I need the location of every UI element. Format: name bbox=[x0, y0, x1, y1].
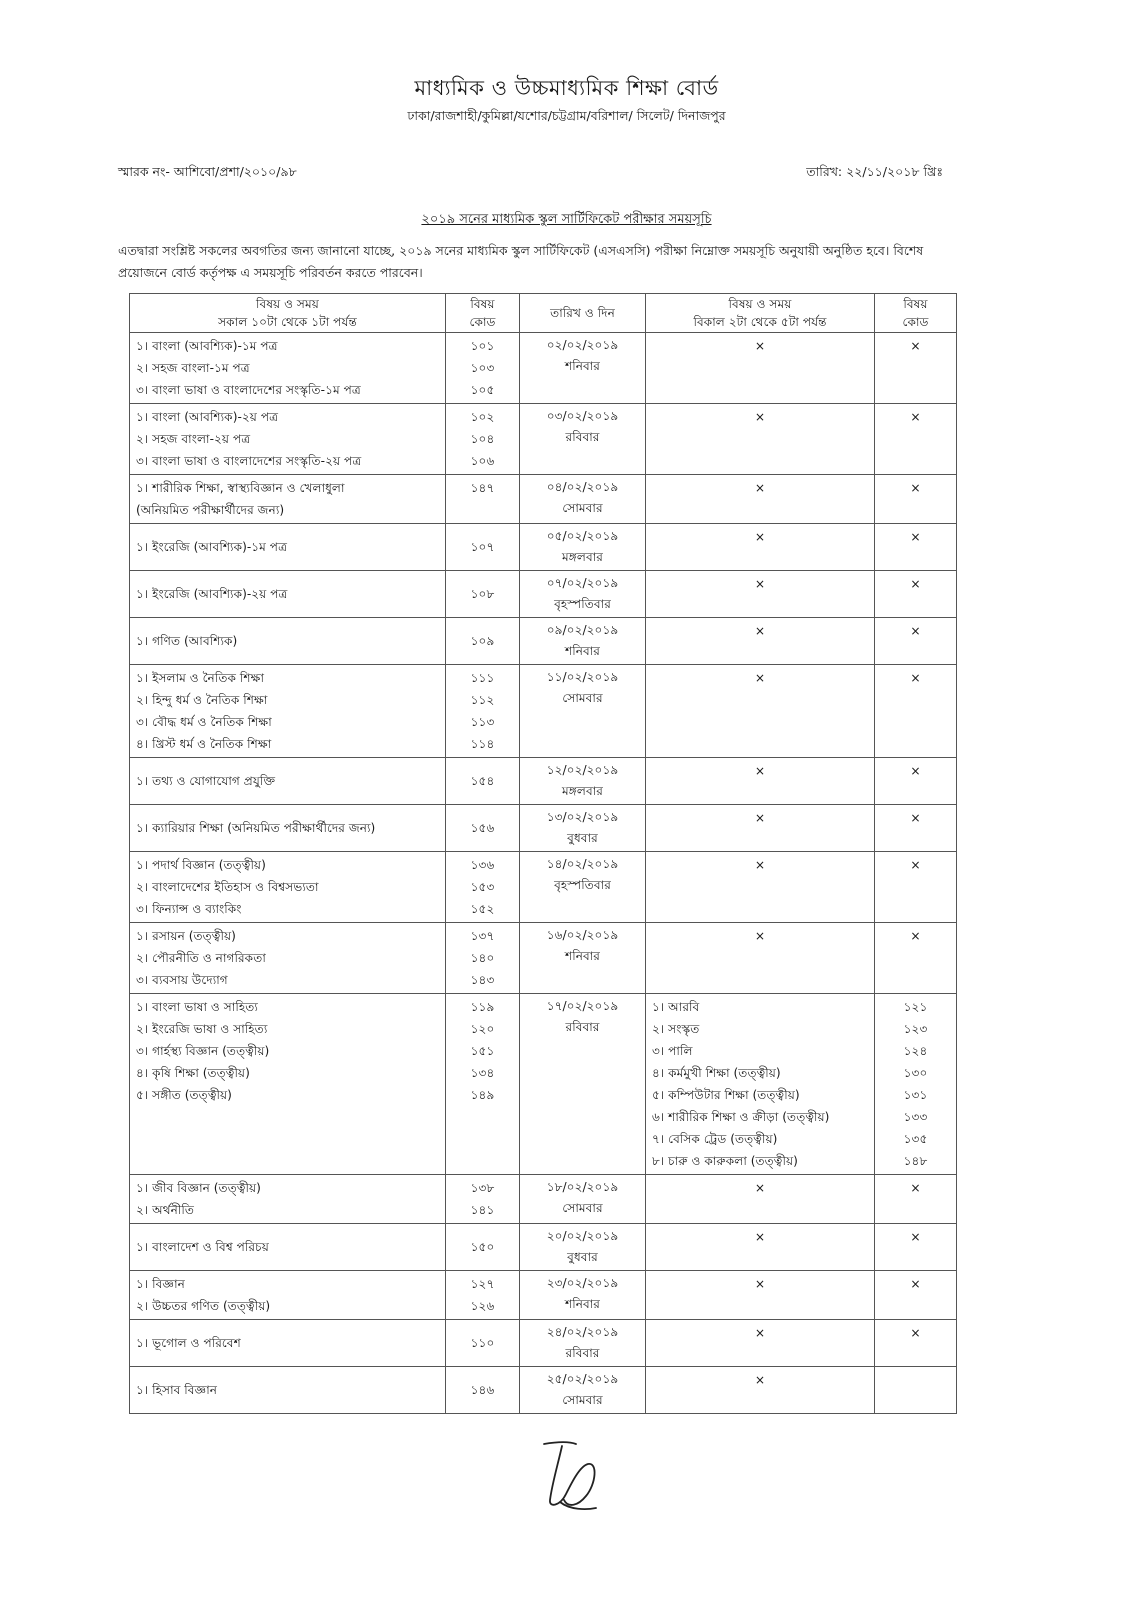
afternoon-subjects-cell bbox=[646, 994, 875, 1175]
exam-day: বুধবার bbox=[567, 1250, 598, 1264]
board-title: মাধ্যমিক ও উচ্চমাধ্যমিক শিক্ষা বোর্ড bbox=[414, 76, 719, 100]
exam-day: সোমবার bbox=[562, 1201, 603, 1215]
afternoon-subjects-cell bbox=[646, 1367, 875, 1414]
exam-day: রবিবার bbox=[565, 1346, 600, 1360]
table-row bbox=[130, 805, 957, 852]
exam-date-cell bbox=[520, 1271, 646, 1320]
afternoon-code-cell bbox=[875, 852, 957, 923]
header-afternoon bbox=[646, 294, 875, 333]
exam-date: ২৩/০২/২০১৯ bbox=[546, 1276, 619, 1290]
subject-code: ১৫০ bbox=[470, 1240, 495, 1254]
afternoon-code-cell bbox=[875, 333, 957, 404]
subject-code: ১৪১ bbox=[470, 1203, 495, 1217]
subject-name: ১। হিসাব বিজ্ঞান bbox=[136, 1383, 218, 1397]
subject-code-cell bbox=[446, 618, 520, 665]
subject-name: ৩। বাংলা ভাষা ও বাংলাদেশের সংস্কৃতি-২য় পত্র bbox=[136, 454, 362, 468]
subject-name: ৩। ব্যবসায় উদ্যোগ bbox=[136, 973, 228, 987]
exam-date: ০৭/০২/২০১৯ bbox=[546, 576, 619, 590]
exam-date: ১৭/০২/২০১৯ bbox=[546, 999, 619, 1013]
table-row bbox=[130, 333, 957, 404]
morning-subjects-cell bbox=[130, 852, 446, 923]
header-acode-line-2: কোড bbox=[902, 315, 929, 329]
not-applicable-mark: × bbox=[910, 671, 921, 685]
header-afternoon-time: বিকাল ২টা থেকে ৫টা পর্যন্ত bbox=[693, 315, 827, 329]
exam-date: ২০/০২/২০১৯ bbox=[546, 1229, 619, 1243]
morning-subjects-cell bbox=[130, 1320, 446, 1367]
exam-date-cell bbox=[520, 333, 646, 404]
subject-code: ১৩৬ bbox=[470, 858, 495, 872]
subject-name: ১। পদার্থ বিজ্ঞান (তত্ত্বীয়) bbox=[136, 858, 266, 872]
subject-name: ৩। ফিন্যান্স ও ব্যাংকিং bbox=[136, 902, 242, 916]
subject-code: ১১৪ bbox=[470, 737, 495, 751]
not-applicable-mark: × bbox=[754, 1181, 766, 1195]
not-applicable-mark: × bbox=[910, 764, 921, 778]
subject-code-cell bbox=[446, 665, 520, 758]
table-row bbox=[130, 404, 957, 475]
header-afternoon-code bbox=[875, 294, 957, 333]
subject-code: ১৫৬ bbox=[470, 821, 495, 835]
subject-name: ৪। খ্রিস্ট ধর্ম ও নৈতিক শিক্ষা bbox=[136, 737, 272, 751]
afternoon-subjects-cell bbox=[646, 1271, 875, 1320]
subject-code: ১০১ bbox=[470, 339, 495, 353]
afternoon-subjects-cell bbox=[646, 1320, 875, 1367]
exam-date: ০৯/০২/২০১৯ bbox=[546, 623, 619, 637]
table-row bbox=[130, 852, 957, 923]
afternoon-code-cell bbox=[875, 994, 957, 1175]
exam-day: সোমবার bbox=[562, 501, 603, 515]
subject-name: ১। তথ্য ও যোগাযোগ প্রযুক্তি bbox=[136, 774, 276, 788]
exam-date-cell bbox=[520, 618, 646, 665]
subject-code: ১২৬ bbox=[470, 1299, 495, 1313]
subject-name: ১। ইংরেজি (আবশ্যিক)-১ম পত্র bbox=[136, 540, 288, 554]
subject-code: ১৫৩ bbox=[470, 880, 495, 894]
exam-day: শনিবার bbox=[565, 359, 600, 373]
afternoon-code-cell bbox=[875, 805, 957, 852]
not-applicable-mark: × bbox=[910, 929, 921, 943]
not-applicable-mark: × bbox=[754, 410, 766, 424]
not-applicable-mark: × bbox=[910, 530, 921, 544]
not-applicable-mark: × bbox=[754, 1373, 766, 1387]
exam-day: বৃহস্পতিবার bbox=[554, 878, 611, 892]
subject-code: ১৪৩ bbox=[470, 973, 495, 987]
exam-date-cell bbox=[520, 994, 646, 1175]
subject-code-cell bbox=[446, 758, 520, 805]
subject-code-cell bbox=[446, 333, 520, 404]
exam-date-cell bbox=[520, 805, 646, 852]
subject-name: ৩। বাংলা ভাষা ও বাংলাদেশের সংস্কৃতি-১ম পত্র bbox=[136, 383, 361, 397]
subject-code: ১১৩ bbox=[470, 715, 495, 729]
exam-day: রবিবার bbox=[565, 430, 600, 444]
header-code-line-2: কোড bbox=[469, 315, 496, 329]
subject-code: ১৩৪ bbox=[470, 1066, 495, 1080]
afternoon-subjects-cell bbox=[646, 333, 875, 404]
subject-code: ১০৪ bbox=[470, 432, 495, 446]
afternoon-subjects-cell bbox=[646, 758, 875, 805]
subject-name: ২। অর্থনীতি bbox=[136, 1203, 194, 1217]
subject-code: ১০৩ bbox=[470, 361, 495, 375]
subject-name: ২। সংস্কৃত bbox=[652, 1022, 700, 1036]
not-applicable-mark: × bbox=[754, 929, 766, 943]
not-applicable-mark: × bbox=[910, 858, 921, 872]
exam-date: ২৪/০২/২০১৯ bbox=[546, 1325, 619, 1339]
subject-name: ৩। বৌদ্ধ ধর্ম ও নৈতিক শিক্ষা bbox=[136, 715, 272, 729]
afternoon-code-cell bbox=[875, 524, 957, 571]
subject-name: ৫। সঙ্গীত (তত্ত্বীয়) bbox=[136, 1088, 232, 1102]
exam-date: ১৮/০২/২০১৯ bbox=[546, 1180, 619, 1194]
subject-name: ১। বিজ্ঞান bbox=[136, 1277, 185, 1291]
not-applicable-mark: × bbox=[910, 1277, 921, 1291]
exam-date-cell bbox=[520, 665, 646, 758]
subject-code: ১২৪ bbox=[903, 1044, 928, 1058]
morning-subjects-cell bbox=[130, 805, 446, 852]
table-row bbox=[130, 571, 957, 618]
morning-subjects-cell bbox=[130, 994, 446, 1175]
subject-name: ২। বাংলাদেশের ইতিহাস ও বিশ্বসভ্যতা bbox=[136, 880, 319, 894]
subject-code: ১৩১ bbox=[903, 1088, 928, 1102]
not-applicable-mark: × bbox=[754, 624, 766, 638]
not-applicable-mark: × bbox=[754, 1230, 766, 1244]
subject-name: ৩। গার্হস্থ্য বিজ্ঞান (তত্ত্বীয়) bbox=[136, 1044, 270, 1058]
subject-code-cell bbox=[446, 1367, 520, 1414]
exam-date: ২৫/০২/২০১৯ bbox=[546, 1372, 619, 1386]
subject-code: ১০৭ bbox=[470, 540, 495, 554]
header-date-day: তারিখ ও দিন bbox=[520, 294, 646, 333]
exam-date-cell bbox=[520, 1367, 646, 1414]
subject-name: ৬। শারীরিক শিক্ষা ও ক্রীড়া (তত্ত্বীয়) bbox=[652, 1110, 830, 1124]
afternoon-code-cell bbox=[875, 404, 957, 475]
board-cities: ঢাকা/রাজশাহী/কুমিল্লা/যশোর/চট্টগ্রাম/বরিশাল/ সিলেট/ দিনাজপুর bbox=[407, 108, 726, 123]
exam-day: মঙ্গলবার bbox=[562, 784, 603, 798]
exam-day: বৃহস্পতিবার bbox=[554, 597, 611, 611]
exam-date-cell bbox=[520, 923, 646, 994]
subject-code: ১১০ bbox=[470, 1336, 495, 1350]
exam-date-cell bbox=[520, 852, 646, 923]
subject-code: ১৫১ bbox=[470, 1044, 495, 1058]
subject-code: ১২০ bbox=[470, 1022, 495, 1036]
table-row bbox=[130, 618, 957, 665]
exam-date-cell bbox=[520, 758, 646, 805]
not-applicable-mark: × bbox=[910, 339, 921, 353]
subject-name: ১। শারীরিক শিক্ষা, স্বাস্থ্যবিজ্ঞান ও খেলাধুলা bbox=[136, 481, 345, 495]
afternoon-code-cell bbox=[875, 1224, 957, 1271]
morning-subjects-cell bbox=[130, 665, 446, 758]
subject-code: ১৫৪ bbox=[470, 774, 495, 788]
subject-code-cell bbox=[446, 404, 520, 475]
not-applicable-mark: × bbox=[910, 481, 921, 495]
subject-name: ২। হিন্দু ধর্ম ও নৈতিক শিক্ষা bbox=[136, 693, 268, 707]
exam-day: মঙ্গলবার bbox=[562, 550, 603, 564]
table-row bbox=[130, 1175, 957, 1224]
subject-code: ১০৮ bbox=[470, 587, 495, 601]
exam-date: ১৪/০২/২০১৯ bbox=[546, 857, 619, 871]
subject-code: ১৩৩ bbox=[903, 1110, 928, 1124]
table-header-row bbox=[130, 294, 957, 333]
exam-date-cell bbox=[520, 524, 646, 571]
morning-subjects-cell bbox=[130, 1367, 446, 1414]
afternoon-subjects-cell bbox=[646, 1175, 875, 1224]
subject-name: (অনিয়মিত পরীক্ষার্থীদের জন্য) bbox=[136, 503, 285, 517]
exam-date: ০২/০২/২০১৯ bbox=[546, 338, 619, 352]
signature bbox=[534, 1438, 604, 1512]
header-morning bbox=[130, 294, 446, 333]
subject-code: ১৪৮ bbox=[903, 1154, 928, 1168]
subject-name: ১। বাংলা (আবশ্যিক)-১ম পত্র bbox=[136, 339, 278, 353]
subject-code: ১১১ bbox=[470, 671, 495, 685]
subject-code-cell bbox=[446, 524, 520, 571]
subject-code-cell bbox=[446, 1271, 520, 1320]
subject-name: ৪। কর্মমুখী শিক্ষা (তত্ত্বীয়) bbox=[652, 1066, 781, 1080]
subject-name: ১। রসায়ন (তত্ত্বীয়) bbox=[136, 929, 236, 943]
not-applicable-mark: × bbox=[754, 1326, 766, 1340]
subject-name: ১। বাংলা ভাষা ও সাহিত্য bbox=[136, 1000, 258, 1014]
subject-name: ৮। চারু ও কারুকলা (তত্ত্বীয়) bbox=[652, 1154, 798, 1168]
morning-subjects-cell bbox=[130, 571, 446, 618]
morning-subjects-cell bbox=[130, 758, 446, 805]
not-applicable-mark: × bbox=[754, 811, 766, 825]
subject-code: ১১৯ bbox=[470, 1000, 495, 1014]
exam-schedule-table bbox=[129, 293, 957, 1414]
table-row bbox=[130, 1224, 957, 1271]
morning-subjects-cell bbox=[130, 404, 446, 475]
afternoon-subjects-cell bbox=[646, 1224, 875, 1271]
afternoon-code-cell bbox=[875, 475, 957, 524]
subject-code: ১২১ bbox=[903, 1000, 928, 1014]
header-acode-line-1: বিষয় bbox=[903, 297, 928, 311]
not-applicable-mark: × bbox=[754, 764, 766, 778]
afternoon-code-cell bbox=[875, 618, 957, 665]
table-row bbox=[130, 994, 957, 1175]
subject-name: ২। ইংরেজি ভাষা ও সাহিত্য bbox=[136, 1022, 268, 1036]
subject-name: ১। আরবি bbox=[652, 1000, 700, 1014]
table-row bbox=[130, 1320, 957, 1367]
subject-code: ১২৩ bbox=[903, 1022, 928, 1036]
subject-name: ১। গণিত (আবশ্যিক) bbox=[136, 634, 238, 648]
subject-code-cell bbox=[446, 994, 520, 1175]
subject-name: ২। উচ্চতর গণিত (তত্ত্বীয়) bbox=[136, 1299, 271, 1313]
subject-name: ১। ভূগোল ও পরিবেশ bbox=[136, 1336, 241, 1350]
header-afternoon-title: বিষয় ও সময় bbox=[728, 297, 792, 311]
exam-date: ১৩/০২/২০১৯ bbox=[546, 810, 619, 824]
afternoon-subjects-cell bbox=[646, 665, 875, 758]
exam-day: বুধবার bbox=[567, 831, 598, 845]
not-applicable-mark: × bbox=[754, 481, 766, 495]
table-body bbox=[130, 333, 957, 1414]
table-row bbox=[130, 475, 957, 524]
afternoon-code-cell bbox=[875, 923, 957, 994]
subject-name: ৩। পালি bbox=[652, 1044, 693, 1058]
exam-day: শনিবার bbox=[565, 644, 600, 658]
exam-day: শনিবার bbox=[565, 949, 600, 963]
exam-date: ১৬/০২/২০১৯ bbox=[546, 928, 619, 942]
subject-code: ১৩০ bbox=[903, 1066, 928, 1080]
subject-name: ১। বাংলা (আবশ্যিক)-২য় পত্র bbox=[136, 410, 279, 424]
subject-code-cell bbox=[446, 571, 520, 618]
morning-subjects-cell bbox=[130, 524, 446, 571]
subject-code: ১৩৮ bbox=[470, 1181, 495, 1195]
morning-subjects-cell bbox=[130, 333, 446, 404]
subject-name: ১। জীব বিজ্ঞান (তত্ত্বীয়) bbox=[136, 1181, 261, 1195]
subject-name: ৪। কৃষি শিক্ষা (তত্ত্বীয়) bbox=[136, 1066, 250, 1080]
afternoon-code-cell bbox=[875, 758, 957, 805]
notice-intro: এতদ্বারা সংশ্লিষ্ট সকলের অবগতির জন্য জানানো যাচ্ছে, ২০১৯ সনের মাধ্যমিক স্কুল সার্টিফিকেট (এসএসসি) পরীক্ষা নিম্নোক্ত সময়সূচি অনুযায়ী অনুষ্ঠিত হবে। বিশেষ প্রয়োজনে বোর্ড কর্তৃপক্ষ এ সময়সূচি পরিবর্তন করতে পারবেন। bbox=[118, 243, 924, 280]
exam-date-cell bbox=[520, 1175, 646, 1224]
afternoon-code-cell bbox=[875, 665, 957, 758]
exam-date-cell bbox=[520, 475, 646, 524]
exam-day: সোমবার bbox=[562, 1393, 603, 1407]
subject-code: ১৪০ bbox=[470, 951, 495, 965]
table-row bbox=[130, 923, 957, 994]
afternoon-code-cell bbox=[875, 571, 957, 618]
subject-name: ১। ক্যারিয়ার শিক্ষা (অনিয়মিত পরীক্ষার্থীদের জন্য) bbox=[136, 821, 376, 835]
subject-code: ১৪৯ bbox=[470, 1088, 495, 1102]
subject-code: ১২৭ bbox=[470, 1277, 495, 1291]
afternoon-code-cell bbox=[875, 1271, 957, 1320]
exam-date: ১১/০২/২০১৯ bbox=[546, 670, 619, 684]
not-applicable-mark: × bbox=[910, 1230, 921, 1244]
exam-day: রবিবার bbox=[565, 1020, 600, 1034]
subject-name: ১। বাংলাদেশ ও বিশ্ব পরিচয় bbox=[136, 1240, 269, 1254]
exam-date-cell bbox=[520, 1224, 646, 1271]
afternoon-subjects-cell bbox=[646, 571, 875, 618]
not-applicable-mark: × bbox=[910, 811, 921, 825]
subject-code: ১৫২ bbox=[470, 902, 495, 916]
subject-name: ৫। কম্পিউটার শিক্ষা (তত্ত্বীয়) bbox=[652, 1088, 800, 1102]
afternoon-subjects-cell bbox=[646, 923, 875, 994]
subject-code-cell bbox=[446, 805, 520, 852]
morning-subjects-cell bbox=[130, 1224, 446, 1271]
not-applicable-mark: × bbox=[754, 858, 766, 872]
subject-name: ২। পৌরনীতি ও নাগরিকতা bbox=[136, 951, 266, 965]
subject-code-cell bbox=[446, 923, 520, 994]
exam-date: ১২/০২/২০১৯ bbox=[546, 763, 619, 777]
not-applicable-mark: × bbox=[754, 530, 766, 544]
afternoon-code-cell bbox=[875, 1367, 957, 1414]
morning-subjects-cell bbox=[130, 1175, 446, 1224]
morning-subjects-cell bbox=[130, 618, 446, 665]
subject-name: ১। ইসলাম ও নৈতিক শিক্ষা bbox=[136, 671, 264, 685]
header-code-line-1: বিষয় bbox=[470, 297, 495, 311]
not-applicable-mark: × bbox=[910, 1181, 921, 1195]
afternoon-subjects-cell bbox=[646, 475, 875, 524]
subject-name: ১। ইংরেজি (আবশ্যিক)-২য় পত্র bbox=[136, 587, 288, 601]
exam-day: সোমবার bbox=[562, 691, 603, 705]
subject-name: ২। সহজ বাংলা-২য় পত্র bbox=[136, 432, 251, 446]
table-row bbox=[130, 1367, 957, 1414]
morning-subjects-cell bbox=[130, 1271, 446, 1320]
not-applicable-mark: × bbox=[910, 1326, 921, 1340]
subject-code: ১৩৭ bbox=[470, 929, 495, 943]
subject-code: ১০৯ bbox=[470, 634, 495, 648]
subject-code-cell bbox=[446, 1175, 520, 1224]
subject-code-cell bbox=[446, 1224, 520, 1271]
table-row bbox=[130, 758, 957, 805]
table-row bbox=[130, 1271, 957, 1320]
morning-subjects-cell bbox=[130, 923, 446, 994]
subject-code: ১৪৭ bbox=[470, 481, 495, 495]
subject-code: ১০২ bbox=[470, 410, 495, 424]
notice-date: তারিখ: ২২/১১/২০১৮ খ্রিঃ bbox=[806, 164, 943, 179]
subject-code: ১৩৫ bbox=[903, 1132, 928, 1146]
morning-subjects-cell bbox=[130, 475, 446, 524]
afternoon-code-cell bbox=[875, 1175, 957, 1224]
subject-code: ১০৫ bbox=[470, 383, 495, 397]
subject-code: ১৪৬ bbox=[470, 1383, 495, 1397]
exam-date-cell bbox=[520, 1320, 646, 1367]
afternoon-subjects-cell bbox=[646, 524, 875, 571]
exam-day: শনিবার bbox=[565, 1297, 600, 1311]
exam-date: ০৪/০২/২০১৯ bbox=[546, 480, 619, 494]
subject-code: ১০৬ bbox=[470, 454, 495, 468]
table-row bbox=[130, 524, 957, 571]
subject-code-cell bbox=[446, 1320, 520, 1367]
afternoon-code-cell bbox=[875, 1320, 957, 1367]
not-applicable-mark: × bbox=[910, 624, 921, 638]
not-applicable-mark: × bbox=[910, 577, 921, 591]
afternoon-subjects-cell bbox=[646, 852, 875, 923]
header-morning-title: বিষয় ও সময় bbox=[256, 297, 319, 311]
exam-date: ০৫/০২/২০১৯ bbox=[546, 529, 619, 543]
not-applicable-mark: × bbox=[910, 410, 921, 424]
not-applicable-mark: × bbox=[754, 1277, 766, 1291]
not-applicable-mark: × bbox=[754, 339, 766, 353]
exam-date-cell bbox=[520, 404, 646, 475]
subject-code-cell bbox=[446, 852, 520, 923]
subject-name: ৭। বেসিক ট্রেড (তত্ত্বীয়) bbox=[652, 1132, 778, 1146]
notice-title: ২০১৯ সনের মাধ্যমিক স্কুল সার্টিফিকেট পরীক্ষার সময়সূচি bbox=[421, 212, 712, 227]
header-code bbox=[446, 294, 520, 333]
table-row bbox=[130, 665, 957, 758]
exam-date: ০৩/০২/২০১৯ bbox=[546, 409, 619, 423]
subject-code: ১১২ bbox=[470, 693, 495, 707]
afternoon-subjects-cell bbox=[646, 404, 875, 475]
not-applicable-mark: × bbox=[754, 671, 766, 685]
not-applicable-mark: × bbox=[754, 577, 766, 591]
exam-date-cell bbox=[520, 571, 646, 618]
subject-name: ২। সহজ বাংলা-১ম পত্র bbox=[136, 361, 250, 375]
afternoon-subjects-cell bbox=[646, 805, 875, 852]
header-morning-time: সকাল ১০টা থেকে ১টা পর্যন্ত bbox=[218, 315, 357, 329]
memo-number: স্মারক নং- আশিবো/প্রশা/২০১০/৯৮ bbox=[118, 164, 297, 179]
subject-code-cell bbox=[446, 475, 520, 524]
afternoon-subjects-cell bbox=[646, 618, 875, 665]
